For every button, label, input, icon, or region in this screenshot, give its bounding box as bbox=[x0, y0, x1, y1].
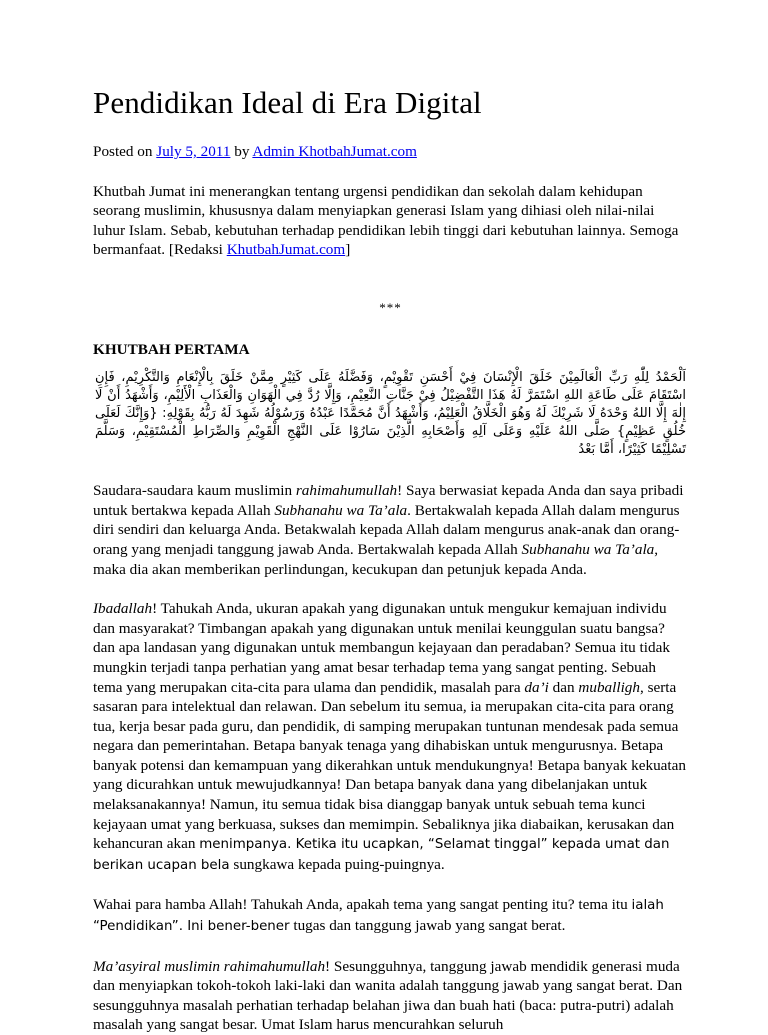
p1-text-1: Saudara-saudara kaum muslimin bbox=[93, 482, 296, 500]
p1-text-2: ! Saya berwasiat kepada Anda dan saya pribadi untuk bertakwa kepada Allah bbox=[93, 482, 684, 519]
p1-italic-2: Subhanahu wa Ta’ala bbox=[274, 501, 408, 519]
paragraph-2 bbox=[93, 599, 688, 875]
p1-text-4: , maka dia akan memberikan perlindungan, kecukupan dan petunjuk kepada Anda. bbox=[93, 540, 659, 578]
p2-text-1: ! Tahukah Anda, ukuran apakah yang digunakan untuk mengukur kemajuan individu dan masyarakat? Timbangan apakah yang digunakan untuk menilai keunggulan suatu bangsa? dan apa landasan yang digunakan untuk membangun kejayaan dan peradaban? Semua itu tidak mungkin terjadi tanpa perhatian yang amat besar terhadap tema yang sangat penting. Sebuah tema yang merupakan cita-cita para ulama dan pendidik, masalah para bbox=[93, 600, 670, 696]
author-link[interactable]: Admin KhotbahJumat.com bbox=[252, 143, 417, 160]
intro-end: ] bbox=[345, 241, 351, 259]
p2-italic-3: muballigh bbox=[578, 678, 640, 696]
post-meta bbox=[93, 142, 688, 162]
intro-paragraph bbox=[93, 182, 688, 260]
p2-italic-1: Ibadallah bbox=[93, 600, 153, 618]
paragraph-3 bbox=[93, 895, 688, 936]
by-label: by bbox=[234, 143, 250, 160]
redaksi-link[interactable]: KhutbahJumat.com bbox=[226, 241, 346, 259]
p2-text-2: dan bbox=[548, 678, 579, 696]
p4-text-1: ! Sesungguhnya, tanggung jawab mendidik generasi muda dan menyiapkan tokoh-tokoh laki-laki dan wanita adalah tanggung jawab yang sangat berat. Dan sesungguhnya masalah perhatian terhadap belahan jiwa dan buah hati (baca: putra-putri) adalah masalah yang sangat besar. Umat Islam harus mencurahkan seluruh bbox=[93, 957, 683, 1034]
p3-sans-text: ialah “Pendidikan”. Ini bener-bener bbox=[93, 898, 664, 935]
p2-italic-2: da’i bbox=[524, 678, 549, 696]
posted-on-label: Posted on bbox=[93, 143, 153, 160]
p1-italic-3: Subhanahu wa Ta’ala bbox=[521, 540, 655, 558]
section-heading: KHUTBAH PERTAMA bbox=[93, 340, 250, 358]
p1-italic-1: rahimahumullah bbox=[295, 482, 398, 500]
p3-text-1: Wahai para hamba Allah! Tahukah Anda, apakah tema yang sangat penting itu? tema itu bbox=[93, 896, 632, 914]
post-date-link[interactable]: July 5, 2011 bbox=[156, 143, 231, 160]
section-separator: *** bbox=[379, 299, 402, 315]
paragraph-4 bbox=[93, 957, 688, 1035]
p1-text-3: . Bertakwalah kepada Allah dalam mengurus diri sendiri dan keluarga Anda. Betakwalah kepada Allah dalam mengurus anak-anak dan orang-orang yang menjadi tanggung jawab Anda. Bertakwalah kepada Allah bbox=[93, 501, 680, 558]
p2-sans-text: menimpanya. Ketika itu ucapkan, “Selamat tinggal” kepada umat dan berikan ucapan bela bbox=[93, 837, 670, 873]
paragraph-1 bbox=[93, 481, 688, 579]
intro-text: Khutbah Jumat ini menerangkan tentang urgensi pendidikan dan sekolah dalam kehidupan seorang muslimin, khususnya dalam menyiapkan generasi Islam yang dihiasi oleh nilai-nilai luhur Islam. Sebab, kebutuhan terhadap pendidikan lebih tinggi dari kebutuhan lainnya. Semoga bermanfaat. [Redaksi bbox=[93, 182, 679, 259]
arabic-opening: اَلْحَمْدُ لِلّٰهِ رَبِّ الْعَالَمِيْنَ خَلَقَ الْإِنْسَانَ فِيْ أَحْسَنِ تَقْوِيْمٍ، وَفَضَّلَهُ عَلَى كَثِيْرٍ مِمَّنْ خَلَقَ بِالْإِنْعَامِ وَالتَّكْرِيْمِ، فَإِنِ اسْتَقَامَ عَلَى طَاعَةِ اللهِ اسْتَمَرَّ لَهُ هَذَا التَّفْضِيْلُ فِيْ جَنَّاتِ النَّعِيْمِ، وَإِلَّا رُدَّ فِي الْهَوَانِ وَالْعَذَابِ الْأَلِيْمِ، وَأَشْهَدُ أَنْ لَا إِلٰهَ إِلَّا اللهُ وَحْدَهُ لَا شَرِيْكَ لَهُ وَهُوَ الْخَلَّاقُ الْعَلِيْمُ، وَأَشْهَدُ أَنَّ مُحَمَّدًا عَبْدُهُ وَرَسُوْلُهُ شَهِدَ لَهُ رَبُّهُ بِقَوْلِهِ: {وَإِنَّكَ لَعَلَى خُلُقٍ عَظِيْمٍ} صَلَّى اللهُ عَلَيْهِ وَعَلَى آلِهِ وَأَصْحَابِهِ الَّذِيْنَ سَارُوْا عَلَى النَّهْجِ الْقَوِيْمِ وَالصِّرَاطِ الْمُسْتَقِيْمِ، وَسَلَّمَ تَسْلِيْمًا كَثِيْرًا، أَمَّا بَعْدُ bbox=[95, 370, 686, 458]
p2-text-3: , serta sasaran para intelektual dan relawan. Dan sebelum itu semua, ia merupakan cita-cita para orang tua, kerja besar pada guru, dan pendidik, di samping merupakan tuntunan mendesak pada semua negara dan pemerintahan. Betapa banyak tenaga yang dihabiskan untuk mengurusnya. Betapa banyak potensi dan kemampuan yang dikerahkan untuk mendukungnya! Betapa banyak kekuatan yang dicurahkan untuk mewujudkannya! Dan betapa banyak dana yang dibelanjakan untuk melaksanakannya! Namun, itu semua tidak bisa dianggap banyak untuk sebuah tema kunci kejayaan umat yang berkuasa, sukses dan memimpin. Sebaliknya jika diabaikan, kerusakan dan kehancuran akan bbox=[93, 678, 686, 853]
p3-text-2: tugas dan tanggung jawab yang sangat berat. bbox=[289, 917, 566, 935]
p2-text-4: sungkawa kepada puing-puingnya. bbox=[229, 855, 445, 873]
page-title: Pendidikan Ideal di Era Digital bbox=[93, 85, 482, 120]
p4-italic-1: Ma’asyiral muslimin rahimahumullah bbox=[93, 957, 326, 975]
